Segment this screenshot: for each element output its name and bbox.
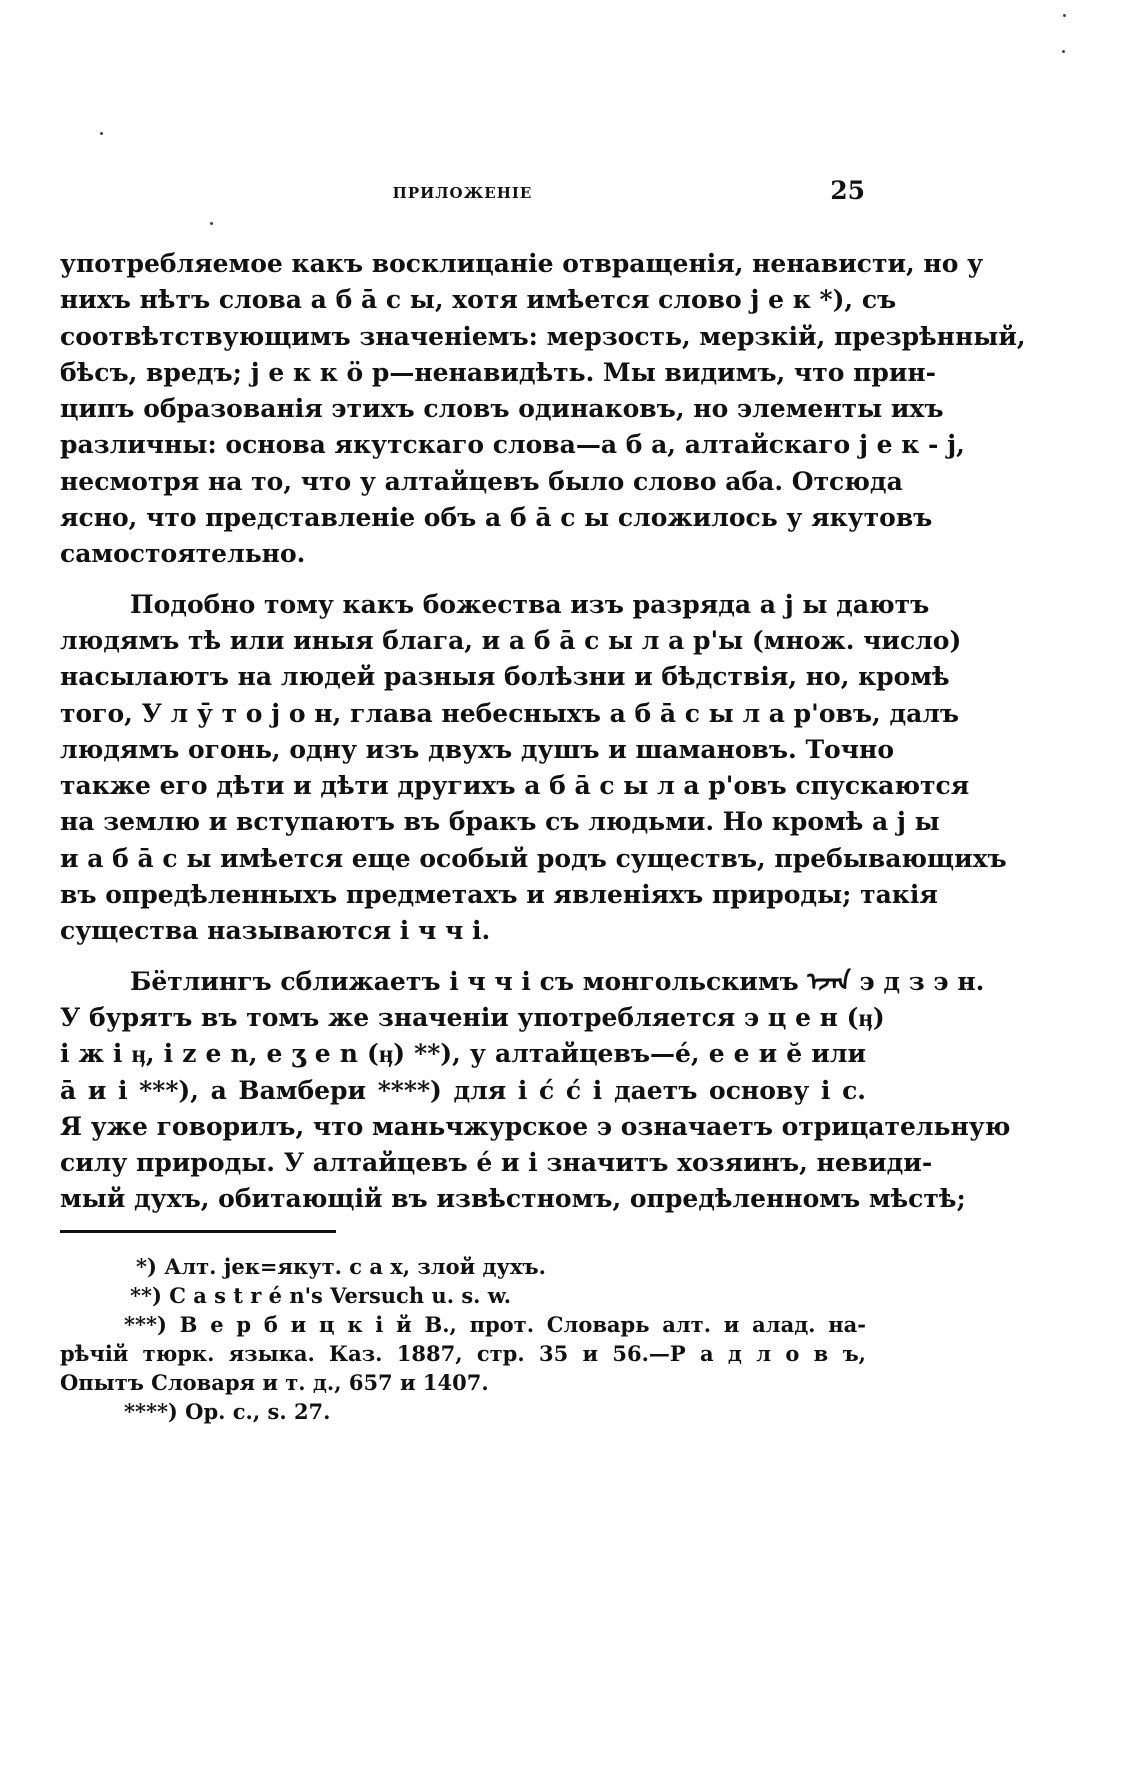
text-line: ципъ образованія этихъ словъ одинаковъ, но элементы ихъ [60,394,944,424]
footnote-line: ***) В е р б и ц к і й В., прот. Словарь алт. и алад. на- [124,1312,866,1337]
footnote-line: **) C a s t r é n's Versuch u. s. w. [130,1283,512,1308]
text-line: различны: основа якутскаго слова—а б а, алтайскаго ј е к - ј, [60,430,965,460]
text-line: Подобно тому какъ божества изъ разряда а ј ы даютъ [130,589,930,619]
text-line: также его дѣти и дѣти другихъ а б ā с ы л а р'овъ спускаются [60,771,970,801]
text-line: бѣсъ, вредъ; ј е к к ӧ р—ненавидѣть. Мы видимъ, что прин- [60,357,937,387]
footnotes [60,1252,866,1426]
text-line: Я уже говорилъ, что маньчжурское э означаетъ отрицательную [60,1111,1011,1141]
text-line: ясно, что представленіе объ а б ā с ы сложилось у якутовъ [60,503,933,533]
footnote-line: рѣчій тюрк. языка. Каз. 1887, стр. 35 и 56.—Р а д л о в ъ, [60,1341,866,1366]
text-line: мый духъ, обитающій въ извѣстномъ, опредѣленномъ мѣстѣ; [60,1184,966,1214]
scan-speck [210,222,213,225]
text-line: насылаютъ на людей разныя болѣзни и бѣдствія, но, кромѣ [60,662,950,692]
text-line: Бётлингъ сближаетъ і ч ч і съ монгольскимъ ᠡᠵᠡᠨ э д з э н. [130,966,985,996]
text-line: на землю и вступаютъ въ бракъ съ людьми. Но кромѣ а ј ы [60,807,940,837]
text-line: того, У л ӯ т о ј о н, глава небесныхъ а б ā с ы л а р'овъ, далъ [60,698,960,728]
scan-speck [100,132,103,135]
page-number: 25 [830,176,865,205]
running-head [60,176,865,210]
text-line: і ж і ӊ, і z e n, e ʒ e n (ӊ) **), у алтайцевъ—é, е е и ӗ или [60,1039,866,1069]
footnote-line: Опытъ Словаря и т. д., 657 и 1407. [60,1370,489,1395]
paragraph-3 [60,964,1011,1218]
section-title: ПРИЛОЖЕНІЕ [392,184,533,202]
footnote-rule [60,1230,336,1233]
body-text [60,246,1026,1232]
paragraph-2 [60,587,1007,950]
text-line: несмотря на то, что у алтайцевъ было слово аба. Отсюда [60,466,903,496]
footnote-line: *) Алт. јек=якут. с а х, злой духъ. [136,1254,546,1279]
text-line: употребляемое какъ восклицаніе отвращенія, ненависти, но у [60,249,984,278]
scan-speck [1063,14,1066,17]
text-line: людямъ тѣ или иныя блага, и а б ā с ы л а р'ы (множ. число) [60,625,962,655]
text-line: нихъ нѣтъ слова а б ā с ы, хотя имѣется слово ј е к *), съ [60,285,897,315]
scan-speck [1062,50,1065,53]
text-line: самостоятельно. [60,539,306,569]
text-line: и а б ā с ы имѣется еще особый родъ существъ, пребывающихъ [60,843,1007,873]
text-line: людямъ огонь, одну изъ двухъ душъ и шамановъ. Точно [60,734,894,764]
text-line: соотвѣтствующимъ значеніемъ: мерзость, мерзкій, презрѣнный, [60,321,1026,351]
text-line: существа называются і ч ч і. [60,916,491,946]
footnote-line: ****) Op. c., s. 27. [124,1399,331,1424]
paragraph-1 [60,246,1026,573]
text-line: силу природы. У алтайцевъ é и і значитъ хозяинъ, невиди- [60,1148,933,1178]
text-line: ā и і ***), а Вамбери ****) для і с́ с́ і даетъ основу і с. [60,1075,866,1105]
text-line: У бурятъ въ томъ же значеніи употребляется э ц е н (ӊ) [60,1002,885,1032]
text-line: въ опредѣленныхъ предметахъ и явленіяхъ природы; такія [60,880,938,910]
